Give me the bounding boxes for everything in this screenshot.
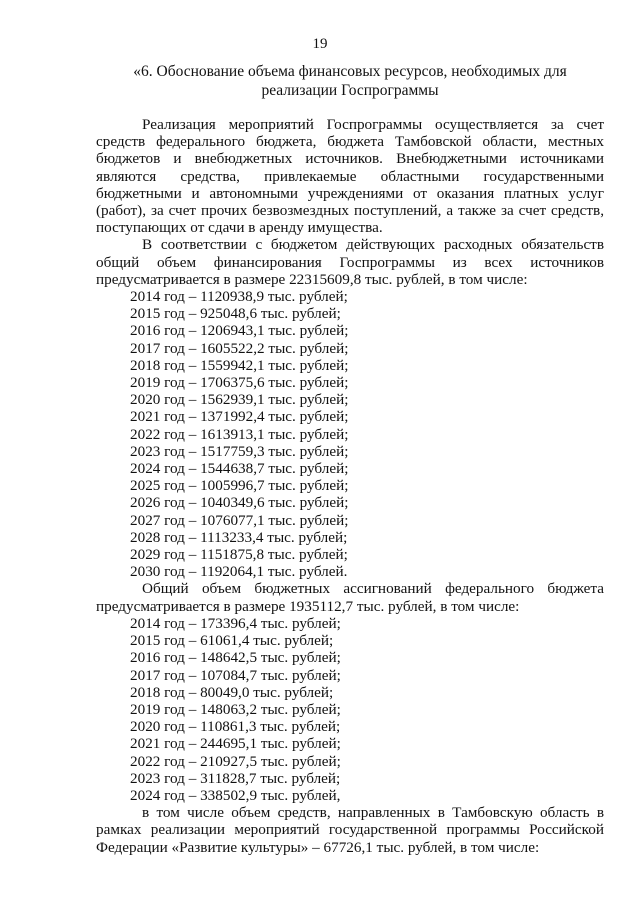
list-item: 2015 год – 61061,4 тыс. рублей;: [130, 632, 334, 650]
list-item: 2021 год – 244695,1 тыс. рублей;: [130, 735, 341, 753]
list-item: 2017 год – 107084,7 тыс. рублей;: [130, 666, 341, 684]
list-item: 2022 год – 1613913,1 тыс. рублей;: [130, 425, 349, 443]
paragraph-total-funding: В соответствии с бюджетом действующих расходных обязательств общий объем финансирования Госпрограммы из всех источников предусматривается в размере 22315609,8 тыс. рублей, в том числе:: [96, 236, 604, 288]
list-item: 2028 год – 1113233,4 тыс. рублей;: [130, 528, 348, 546]
total-funding-by-year-list: [96, 288, 604, 580]
list-item: 2026 год – 1040349,6 тыс. рублей;: [130, 494, 349, 512]
list-item: 2029 год – 1151875,8 тыс. рублей;: [130, 546, 348, 564]
list-item: 2019 год – 1706375,6 тыс. рублей;: [130, 374, 349, 392]
list-item: 2016 год – 148642,5 тыс. рублей;: [130, 649, 341, 667]
list-item: 2014 год – 1120938,9 тыс. рублей;: [130, 288, 348, 306]
list-item: 2020 год – 1562939,1 тыс. рублей;: [130, 391, 349, 409]
list-item: 2017 год – 1605522,2 тыс. рублей;: [130, 339, 349, 357]
page-number: 19: [312, 36, 328, 52]
list-item: 2021 год – 1371992,4 тыс. рублей;: [130, 408, 349, 426]
list-item: 2024 год – 1544638,7 тыс. рублей;: [130, 460, 349, 478]
paragraph-culture-program: в том числе объем средств, направленных в Тамбовскую область в рамках реализации мероприятий государственной программы Российской Федерации «Развитие культуры» – 67726,1 тыс. рублей, в том числе:: [96, 804, 604, 856]
list-item: 2024 год – 338502,9 тыс. рублей,: [130, 786, 341, 804]
list-item: 2027 год – 1076077,1 тыс. рублей;: [130, 511, 349, 529]
list-item: 2023 год – 311828,7 тыс. рублей;: [130, 769, 341, 787]
list-item: 2015 год – 925048,6 тыс. рублей;: [130, 305, 341, 323]
list-item: 2019 год – 148063,2 тыс. рублей;: [130, 700, 341, 718]
list-item: 2025 год – 1005996,7 тыс. рублей;: [130, 477, 349, 495]
list-item: 2016 год – 1206943,1 тыс. рублей;: [130, 322, 349, 340]
document-body: [96, 116, 604, 856]
list-item: 2020 год – 110861,3 тыс. рублей;: [130, 718, 341, 736]
section-heading: «6. Обоснование объема финансовых ресурсов, необходимых для реализации Госпрограммы: [133, 63, 567, 99]
list-item: 2023 год – 1517759,3 тыс. рублей;: [130, 442, 349, 460]
federal-funding-by-year-list: [96, 615, 604, 804]
list-item: 2018 год – 1559942,1 тыс. рублей;: [130, 356, 349, 374]
paragraph-funding-sources: Реализация мероприятий Госпрограммы осуществляется за счет средств федерального бюджета, бюджета Тамбовской области, местных бюджетов и внебюджетных источников. Внебюджетными источниками являются средства, привлекаемые областными государственными бюджетными и автономными учреждениями от оказания платных услуг (работ), за счет прочих безвозмездных поступлений, а также за счет средств, поступающих от сдачи в аренду имущества.: [96, 116, 604, 237]
paragraph-federal-funding: Общий объем бюджетных ассигнований федерального бюджета предусматривается в размере 1935112,7 тыс. рублей, в том числе:: [96, 580, 604, 615]
list-item: 2014 год – 173396,4 тыс. рублей;: [130, 614, 341, 632]
list-item: 2022 год – 210927,5 тыс. рублей;: [130, 752, 341, 770]
list-item: 2018 год – 80049,0 тыс. рублей;: [130, 683, 334, 701]
list-item: 2030 год – 1192064,1 тыс. рублей.: [130, 563, 348, 581]
